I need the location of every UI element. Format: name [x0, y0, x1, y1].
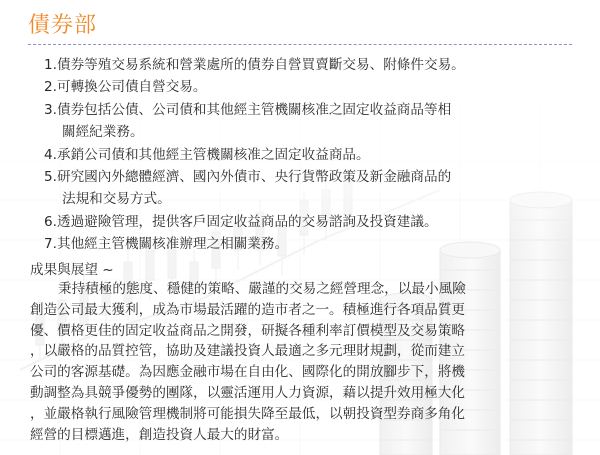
list-item: 1.債券等殖交易系統和營業處所的債券自營買賣斷交易、附條件交易。	[44, 57, 465, 73]
list-item: 4.承銷公司債和其他經主管機關核准之固定收益商品。	[44, 146, 370, 163]
outlook-heading: 成果與展望 ~	[30, 262, 114, 278]
list-item: 3.債券包括公債、公司債和其他經主管機關核准之固定收益商品等相	[44, 101, 452, 118]
paragraph-line: ，並嚴格執行風險管理機制將可能損失降至最低，以朝投資型券商多角化	[30, 405, 465, 422]
paragraph-line: 優、價格更佳的固定收益商品之開發，研擬各種利率訂價模型及交易策略	[30, 322, 465, 339]
paragraph-line: ，以嚴格的品質控管，協助及建議投資人最適之多元理財規劃，從而建立	[30, 343, 465, 360]
outlook-paragraph	[30, 279, 575, 445]
list-item-continuation: 關經紀業務。	[62, 124, 144, 141]
page-title: 債券部	[28, 13, 98, 38]
list-item: 7.其他經主管機關核准辦理之相關業務。	[44, 236, 289, 253]
paragraph-line: 秉持積極的態度、穩健的策略、嚴謹的交易之經營理念，以最小風險	[58, 281, 466, 297]
paragraph-line: 創造公司最大獲利，成為市場最活躍的造市者之一。積極進行各項品質更	[30, 301, 465, 318]
title-divider	[28, 44, 572, 45]
paragraph-line: 公司的客源基礎。為因應金融市場在自由化、國際化的開放腳步下，將機	[30, 364, 465, 381]
list-item: 2.可轉換公司債自營交易。	[44, 79, 207, 96]
duty-list	[44, 54, 584, 256]
list-item: 6.透過避險管理，提供客戶固定收益商品的交易諮詢及投資建議。	[44, 213, 438, 230]
paragraph-line: 經營的目標邁進，創造投資人最大的財富。	[30, 426, 289, 443]
list-item: 5.研究國內外總體經濟、國內外債市、央行貨幣政策及新金融商品的	[44, 169, 452, 186]
list-item-continuation: 法規和交易方式。	[62, 191, 171, 208]
paragraph-line: 動調整為具競爭優勢的團隊，以靈活運用人力資源，藉以提升效用極大化	[30, 384, 465, 401]
